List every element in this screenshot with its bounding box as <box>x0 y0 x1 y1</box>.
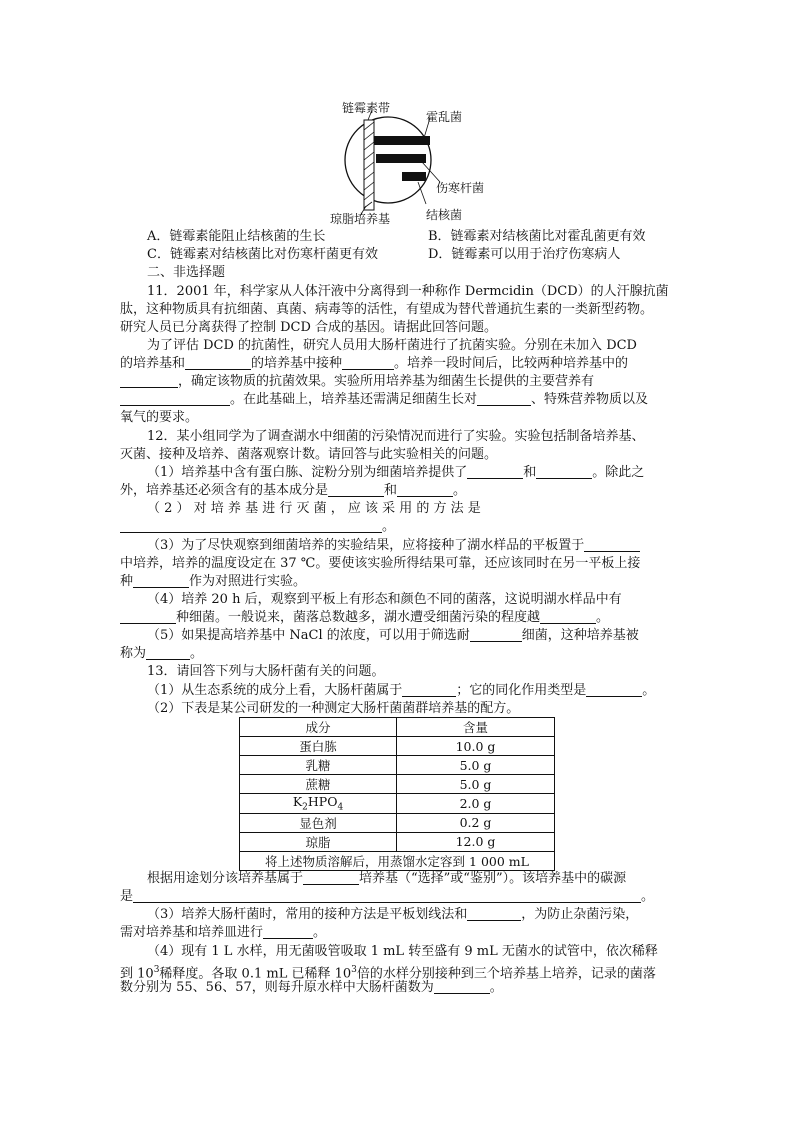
q12-text: 。 <box>596 610 610 625</box>
cell-component: 显色剂 <box>240 813 397 832</box>
q12-text: 和 <box>384 483 398 498</box>
q11-line5 <box>120 355 628 373</box>
cell-amount: 5.0 g <box>397 756 555 775</box>
q13-part3 <box>147 906 638 924</box>
q12-part4-cont <box>120 609 609 627</box>
q12-text: 和 <box>523 465 537 480</box>
q12-text: 种 <box>120 574 134 589</box>
q13-text: 。 <box>641 889 655 904</box>
answer-blank[interactable] <box>586 682 642 697</box>
cell-component: 乳糖 <box>240 756 397 775</box>
q13-part4-cont2 <box>120 979 503 997</box>
q12-text: 称为 <box>120 646 147 661</box>
q11-text: 。培养一段时间后，比较两种培养基中的 <box>394 356 629 371</box>
answer-blank[interactable] <box>133 573 189 588</box>
q11-text: 的培养基和 <box>120 356 186 371</box>
table-row <box>240 737 555 756</box>
answer-blank[interactable] <box>146 645 190 660</box>
q13-part2: （2）下表是某公司研发的一种测定大肠杆菌菌群培养基的配方。 <box>147 701 520 716</box>
recipe-table <box>239 717 555 871</box>
q13-text: 培养基（“选择”或“鉴别”）。该培养基中的碳源 <box>359 871 627 886</box>
q12-text: （3）为了尽快观察到细菌培养的实验结果，应将接种了湖水样品的平板置于 <box>147 538 585 553</box>
label-tb: 结核菌 <box>426 208 463 222</box>
q12-line1: 12．某小组同学为了调查湖水中细菌的污染情况而进行了实验。实验包括制备培养基、 <box>147 429 645 444</box>
q12-part3-cont2 <box>120 573 306 591</box>
q12-part4: （4）培养 20 h 后，观察到平板上有形态和颜色不同的菌落，这说明湖水样品中有 <box>147 592 622 607</box>
table-row <box>240 775 555 794</box>
q13-text: 是 <box>120 889 134 904</box>
table-row <box>240 756 555 775</box>
section-title: 二、非选择题 <box>147 265 226 280</box>
cholera-streak <box>374 136 430 145</box>
answer-blank[interactable] <box>467 464 523 479</box>
cell-amount: 0.2 g <box>397 813 555 832</box>
option-c: C．链霉素对结核菌比对伤寒杆菌更有效 <box>147 247 378 262</box>
q11-text: ，确定该物质的抗菌效果。实验所用培养基为细菌生长提供的主要营养有 <box>178 374 595 389</box>
q11-text: 、特殊营养物质以及 <box>531 392 649 407</box>
table-row <box>240 794 555 814</box>
table-row <box>240 813 555 832</box>
q12-part2: （ 2 ） 对 培 养 基 进 行 灭 菌 ， 应 该 采 用 的 方 法 是 <box>147 501 481 516</box>
answer-blank[interactable] <box>120 518 382 533</box>
q11-line4: 为了评估 DCD 的抗菌性，研究人员用大肠杆菌进行了抗菌实验。分别在未加入 DCD <box>147 338 637 353</box>
q12-part3-cont: 中培养，培养的温度设定在 37 ℃。要使该实验所得结果可靠，还应该同时在另一平板上接 <box>120 556 641 571</box>
header-component: 成分 <box>240 718 397 737</box>
answer-blank[interactable] <box>584 537 640 552</box>
q13-text: ，为防止杂菌污染， <box>521 907 639 922</box>
q12-text: 。 <box>190 646 204 661</box>
cell-amount: 2.0 g <box>397 794 555 814</box>
answer-blank[interactable] <box>185 355 251 370</box>
cell-component: 蔗糖 <box>240 775 397 794</box>
q11-line8: 氧气的要求。 <box>120 410 199 425</box>
q13-part4: （4）现有 1 L 水样，用无菌吸管吸取 1 mL 转至盛有 9 mL 无菌水的试管中，依次稀释 <box>147 944 658 959</box>
q12-text: 种细菌。一般说来，菌落总数越多，湖水遭受细菌污染的程度越 <box>176 610 541 625</box>
option-a: A．链霉素能阻止结核菌的生长 <box>147 229 326 244</box>
table-row <box>240 832 555 851</box>
q12-text: 细菌，这种培养基被 <box>521 628 639 643</box>
option-d: D．链霉素可以用于治疗伤寒病人 <box>428 247 621 262</box>
q12-text: 。 <box>453 483 467 498</box>
header-amount: 含量 <box>397 718 555 737</box>
q11-text: 。在此基础上，培养基还需满足细菌生长对 <box>230 392 478 407</box>
answer-blank[interactable] <box>263 924 313 939</box>
q12-text: 。除此之 <box>592 465 645 480</box>
q12-text: 外，培养基还必须含有的基本成分是 <box>120 483 329 498</box>
q12-part2-cont <box>120 518 395 536</box>
q13-text: 需对培养基和培养皿进行 <box>120 925 264 940</box>
answer-blank[interactable] <box>120 609 176 624</box>
label-cholera: 霍乱菌 <box>426 110 463 124</box>
tb-streak <box>402 172 426 181</box>
q12-text: （5）如果提高培养基中 NaCl 的浓度，可以用于筛选耐 <box>147 628 470 643</box>
q12-part5-cont <box>120 645 203 663</box>
cell-amount: 12.0 g <box>397 832 555 851</box>
q13-text: 。 <box>642 683 656 698</box>
q12-part1 <box>147 464 644 482</box>
q12-text: 作为对照进行实验。 <box>189 574 307 589</box>
q13-text: ；它的同化作用类型是 <box>456 683 587 698</box>
cell-amount: 5.0 g <box>397 775 555 794</box>
answer-blank[interactable] <box>397 482 453 497</box>
answer-blank[interactable] <box>120 391 230 406</box>
q11-line3: 研究人员已分离获得了控制 DCD 合成的基因。请据此回答问题。 <box>120 320 498 335</box>
q13-text: 根据用途划分该培养基属于 <box>147 871 304 886</box>
petri-dish-figure <box>320 98 520 228</box>
q12-text: （1）培养基中含有蛋白胨、淀粉分别为细菌培养提供了 <box>147 465 468 480</box>
q12-text: 。 <box>382 519 396 534</box>
answer-blank[interactable] <box>402 682 456 697</box>
q12-line2: 灭菌、接种及培养、菌落观察计数。请回答与此实验相关的问题。 <box>120 447 498 462</box>
q12-part1-cont <box>120 482 466 500</box>
answer-blank[interactable] <box>540 609 596 624</box>
table-header-row <box>240 718 555 737</box>
cell-component: 琼脂 <box>240 832 397 851</box>
q11-line1: 11．2001 年，科学家从人体汗液中分离得到一种称作 Dermcidin（DCD）的人汗腺抗菌 <box>147 284 669 299</box>
answer-blank[interactable] <box>467 906 521 921</box>
q13-text: （1）从生态系统的成分上看，大肠杆菌属于 <box>147 683 403 698</box>
q11-line2: 肽，这种物质具有抗细菌、真菌、病毒等的活性，有望成为替代普通抗生素的一类新型药物。 <box>120 302 654 317</box>
q13-line1: 13．请回答下列与大肠杆菌有关的问题。 <box>147 664 385 679</box>
table-footer: 将上述物质溶解后，用蒸馏水定容到 1 000 mL <box>240 851 555 870</box>
q13-part1 <box>147 682 655 700</box>
option-b: B．链霉素对结核菌比对霍乱菌更有效 <box>428 229 646 244</box>
q13-part3-cont <box>120 924 326 942</box>
answer-blank[interactable] <box>303 870 359 885</box>
label-typhoid: 伤寒杆菌 <box>436 181 485 195</box>
answer-blank[interactable] <box>328 482 384 497</box>
cell-component: 蛋白胨 <box>240 737 397 756</box>
typhoid-streak <box>376 154 426 163</box>
q11-line6 <box>120 373 594 391</box>
table-footer-row <box>240 851 555 870</box>
q13-text: 数分别为 55、56、57，则每升原水样中大肠杆菌数为 <box>120 980 434 995</box>
answer-blank[interactable] <box>133 888 641 903</box>
q13-text: （3）培养大肠杆菌时，常用的接种方法是平板划线法和 <box>147 907 468 922</box>
q12-part3 <box>147 537 640 555</box>
q13-text: 。 <box>313 925 327 940</box>
label-streptomycin-strip: 链霉素带 <box>342 101 391 115</box>
q13-after-table <box>147 870 626 888</box>
q13-part4-cont: 到 $10^3$稀释度。各取 0.1 mL 已稀释 $10^3$倍的水样分别接种到三个培养基上培养，记录的菌落 <box>120 965 656 982</box>
answer-blank[interactable] <box>536 464 592 479</box>
q12-part5 <box>147 627 639 645</box>
answer-blank[interactable] <box>342 355 394 370</box>
q13-text: 。 <box>489 980 503 995</box>
q11-line7 <box>120 391 648 409</box>
cell-amount: 10.0 g <box>397 737 555 756</box>
label-agar-medium: 琼脂培养基 <box>330 212 391 226</box>
answer-blank[interactable] <box>470 627 522 642</box>
cell-component: $K_2HPO_4$ <box>240 794 397 814</box>
answer-blank[interactable] <box>434 979 490 994</box>
answer-blank[interactable] <box>120 373 178 388</box>
answer-blank[interactable] <box>477 391 531 406</box>
q13-after-table-cont <box>120 888 654 906</box>
q11-text: 的培养基中接种 <box>251 356 343 371</box>
